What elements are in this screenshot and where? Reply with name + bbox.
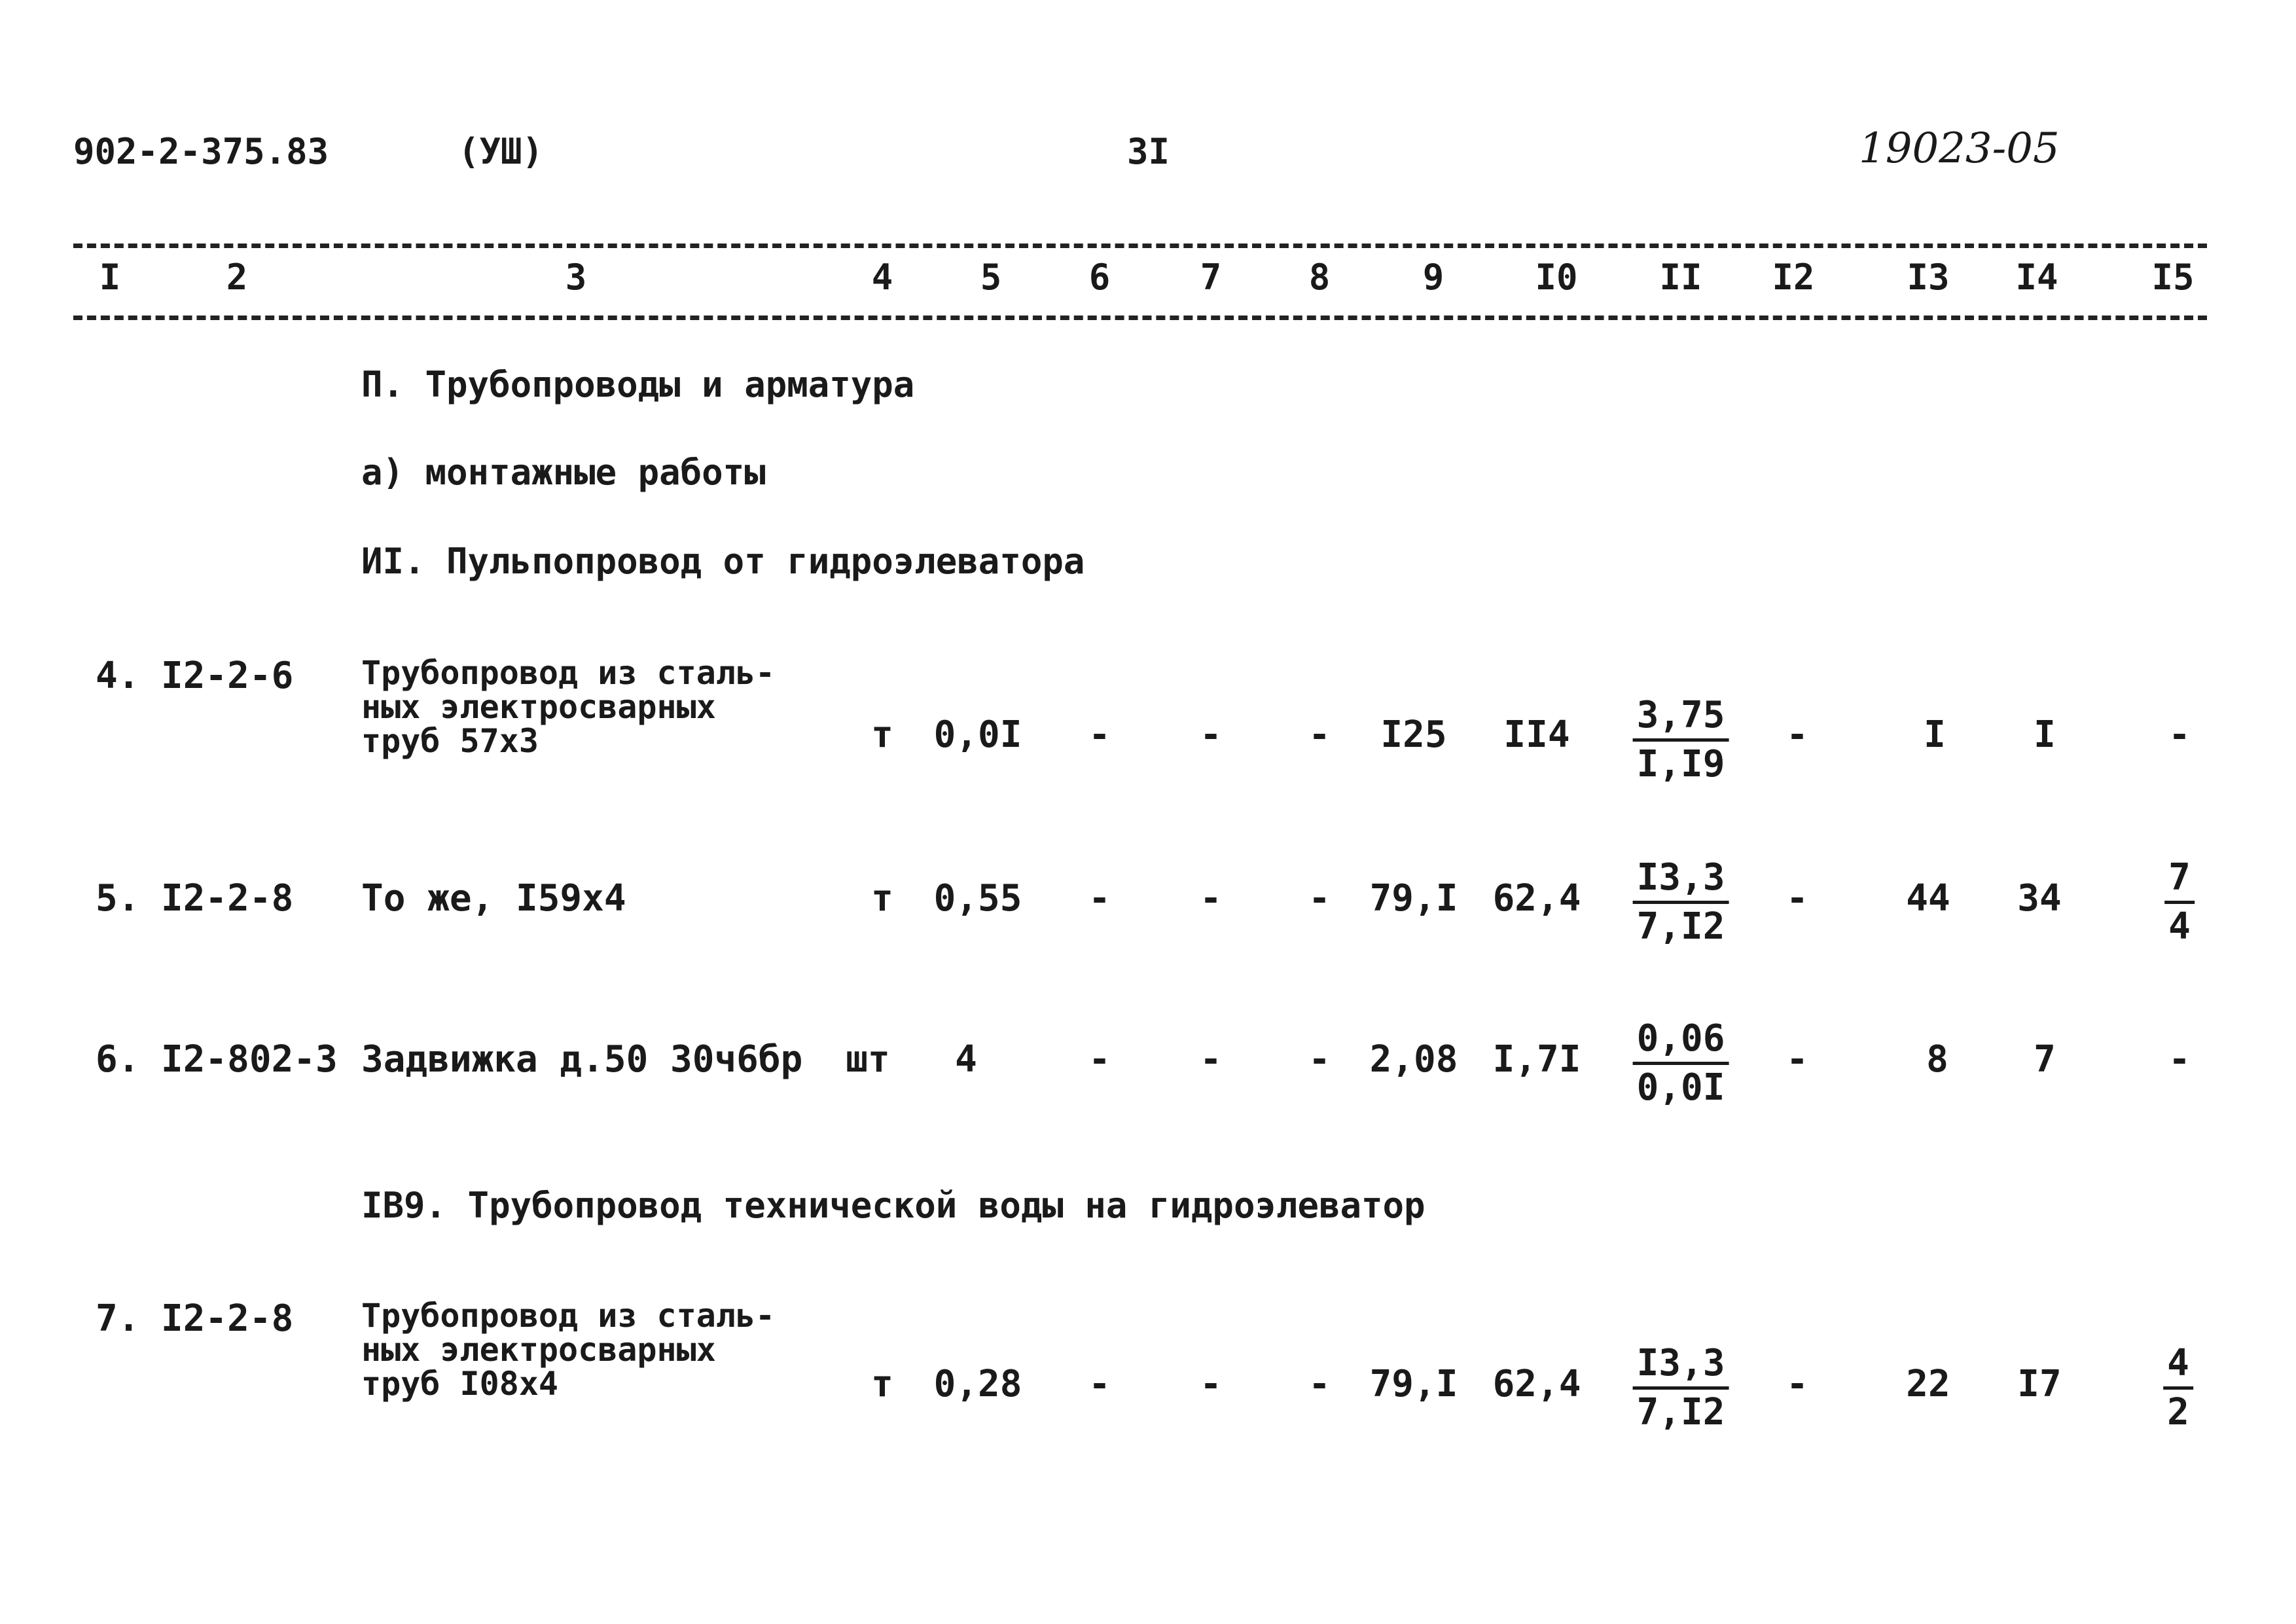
- cell-13: 22: [1906, 1363, 1950, 1405]
- section-heading: ИI. Пульпопровод от гидроэлеватора: [361, 541, 1085, 582]
- archive-stamp: 19023-05: [1859, 124, 2060, 173]
- section-heading: IВ9. Трубопровод технической воды на гидроэлеватор: [361, 1185, 1426, 1226]
- cell-12: -: [1786, 1038, 1808, 1081]
- column-header-3: 3: [565, 257, 587, 298]
- cell-6: -: [1088, 877, 1111, 920]
- cell-7: -: [1200, 713, 1222, 756]
- cell-9: 2,08: [1369, 1038, 1458, 1081]
- cell-11-fraction: $\frac{0,06}{0,0I}$: [1633, 1016, 1729, 1111]
- quantity: 0,0I: [933, 713, 1022, 756]
- item-description: Трубопровод из сталь- ных электросварных труб I08х4: [361, 1297, 776, 1403]
- column-header-8: 8: [1308, 257, 1331, 298]
- cell-10: I,7I: [1492, 1038, 1581, 1081]
- column-header-13: I3: [1907, 257, 1950, 298]
- cell-12: -: [1786, 713, 1808, 756]
- volume-label: (УШ): [458, 131, 544, 172]
- section-heading: П. Трубопроводы и арматура: [361, 364, 915, 405]
- column-header-7: 7: [1200, 257, 1222, 298]
- item-description: Задвижка д.50 30ч6бр: [361, 1038, 803, 1081]
- cell-8: -: [1308, 713, 1331, 756]
- column-header-1: I: [99, 257, 121, 298]
- cell-9: 79,I: [1369, 877, 1458, 920]
- cell-6: -: [1088, 713, 1111, 756]
- cell-14: I: [2034, 713, 2056, 756]
- cell-13: 44: [1906, 877, 1950, 920]
- cell-8: -: [1308, 877, 1331, 920]
- cell-14: I7: [2017, 1363, 2062, 1405]
- column-header-9: 9: [1422, 257, 1444, 298]
- row-number: 4.: [96, 655, 140, 697]
- column-header-12: I2: [1772, 257, 1815, 298]
- cell-9: I25: [1380, 713, 1447, 756]
- cell-14: 7: [2034, 1038, 2056, 1081]
- header-bottom-rule: [73, 316, 2207, 320]
- cell-10: 62,4: [1492, 877, 1581, 920]
- header-top-rule: [73, 244, 2207, 248]
- cell-15: -: [2168, 713, 2191, 756]
- cell-13: 8: [1926, 1038, 1948, 1081]
- section-subheading: а) монтажные работы: [361, 452, 766, 493]
- quantity: 4: [955, 1038, 977, 1081]
- column-header-15: I5: [2151, 257, 2195, 298]
- column-header-6: 6: [1088, 257, 1111, 298]
- column-header-14: I4: [2015, 257, 2058, 298]
- cell-13: I: [1924, 713, 1946, 756]
- cell-11-fraction: $\frac{3,75}{I,I9}$: [1633, 693, 1729, 787]
- cell-12: -: [1786, 877, 1808, 920]
- cell-15-fraction: $\frac{7}{4}$: [2164, 855, 2195, 950]
- cell-6: -: [1088, 1363, 1111, 1405]
- item-description: Трубопровод из сталь- ных электросварных труб 57х3: [361, 654, 776, 760]
- column-header-10: I0: [1535, 257, 1578, 298]
- cell-7: -: [1200, 1363, 1222, 1405]
- cell-12: -: [1786, 1363, 1808, 1405]
- cell-14: 34: [2017, 877, 2062, 920]
- cell-11-fraction: $\frac{I3,3}{7,I2}$: [1633, 855, 1729, 950]
- row-number: 7.: [96, 1297, 140, 1340]
- norm-code: I2-802-3: [161, 1038, 338, 1081]
- cell-15-fraction: $\frac{4}{2}$: [2163, 1341, 2193, 1435]
- cell-10: II4: [1503, 713, 1570, 756]
- unit: т: [871, 713, 893, 756]
- norm-code: I2-2-6: [161, 655, 294, 697]
- row-number: 6.: [96, 1038, 140, 1081]
- document-code: 902-2-375.83: [73, 131, 329, 172]
- page-number: 3I: [1127, 131, 1170, 172]
- cell-8: -: [1308, 1038, 1331, 1081]
- cell-10: 62,4: [1492, 1363, 1581, 1405]
- cell-11-fraction: $\frac{I3,3}{7,I2}$: [1633, 1341, 1729, 1435]
- column-header-5: 5: [980, 257, 1002, 298]
- column-header-2: 2: [226, 257, 248, 298]
- unit: шт: [846, 1038, 890, 1081]
- column-header-4: 4: [871, 257, 893, 298]
- item-description: То же, I59х4: [361, 877, 626, 920]
- cell-8: -: [1308, 1363, 1331, 1405]
- cell-15: -: [2168, 1038, 2191, 1081]
- quantity: 0,55: [933, 877, 1022, 920]
- column-header-11: II: [1659, 257, 1702, 298]
- cell-9: 79,I: [1369, 1363, 1458, 1405]
- norm-code: I2-2-8: [161, 877, 294, 920]
- quantity: 0,28: [933, 1363, 1022, 1405]
- cell-7: -: [1200, 1038, 1222, 1081]
- row-number: 5.: [96, 877, 140, 920]
- unit: т: [871, 1363, 893, 1405]
- cell-7: -: [1200, 877, 1222, 920]
- unit: т: [871, 877, 893, 920]
- cell-6: -: [1088, 1038, 1111, 1081]
- norm-code: I2-2-8: [161, 1297, 294, 1340]
